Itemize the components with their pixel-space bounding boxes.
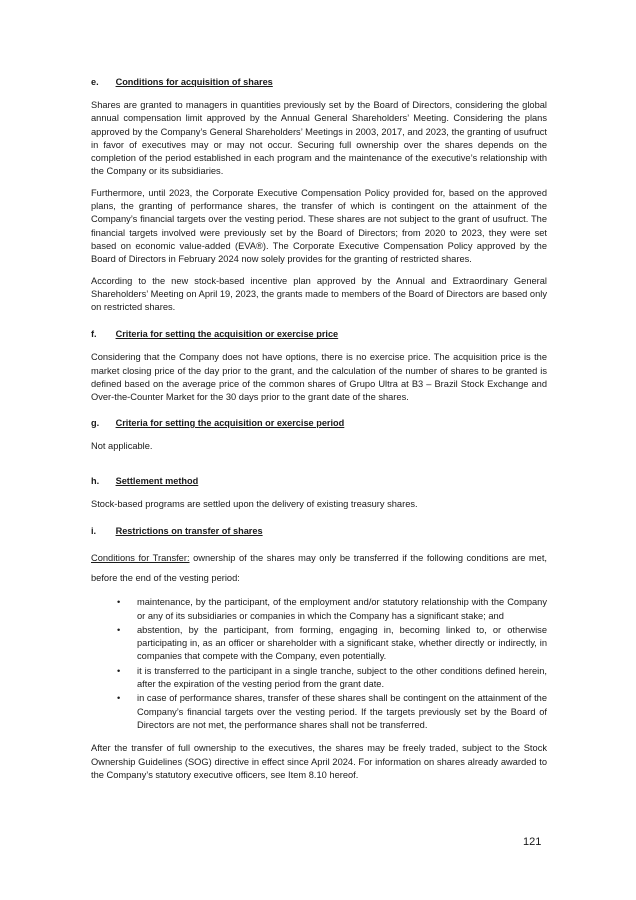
section-letter: g. bbox=[91, 417, 100, 428]
transfer-conditions-intro bbox=[91, 548, 547, 588]
section-title: Criteria for setting the acquisition or exercise price bbox=[115, 329, 339, 340]
bullet-glyph: • bbox=[117, 624, 121, 635]
section-g bbox=[91, 417, 547, 453]
transfer-conditions-text: ownership of the shares may only be transferred if the following conditions are met, before the end of the vesting period: bbox=[91, 553, 547, 584]
section-title: Conditions for acquisition of shares bbox=[115, 77, 273, 87]
paragraph: Not applicable. bbox=[91, 440, 153, 451]
section-heading bbox=[91, 525, 547, 538]
paragraph: After the transfer of full ownership to the executives, the shares may be freely traded, subject to the Stock Ownership Guidelines (SOG) directive in effect since April 2024. For information on shares already awarded to the Company’s statutory executive officers, see Item 8.10 hereof. bbox=[91, 743, 547, 780]
section-title: Restrictions on transfer of shares bbox=[115, 526, 263, 537]
section-f bbox=[91, 328, 547, 404]
conditions-list bbox=[91, 596, 547, 732]
page-content bbox=[91, 76, 547, 791]
list-item bbox=[117, 624, 547, 664]
list-item-text: maintenance, by the participant, of the employment and/or statutory relationship with the Company or any of its subsidiaries or companies in which the Company has a significant stake; and bbox=[137, 597, 547, 621]
paragraph: Stock-based programs are settled upon the delivery of existing treasury shares. bbox=[91, 498, 418, 509]
section-title: Criteria for setting the acquisition or exercise period bbox=[115, 417, 345, 428]
list-item bbox=[117, 596, 547, 623]
list-item-text: abstention, by the participant, from forming, engaging in, becoming linked to, or otherwise participating in, as an officer or shareholder with a significant stake, whether directly or indirectly, in companies that compete with the Company, even potentially. bbox=[137, 624, 547, 662]
transfer-conditions-label: Conditions for Transfer: bbox=[91, 553, 190, 564]
list-item-text: it is transferred to the participant in a single tranche, subject to the other conditions defined herein, after the expiration of the vesting period from the grant date. bbox=[137, 665, 547, 690]
section-letter: f. bbox=[91, 329, 97, 340]
section-heading bbox=[91, 76, 547, 89]
page-number: 121 bbox=[523, 836, 542, 848]
section-heading bbox=[91, 475, 547, 488]
paragraph: Furthermore, until 2023, the Corporate Executive Compensation Policy provided for, based on the approved plans, the granting of performance shares, the transfer of which is contingent on the attainment of the Company’s financial targets over the vesting period. These shares are not subject to the grant of usufruct. The financial targets involved were previously set by the Board of Directors; from 2020 to 2023, they were set based on economic value-added (EVA®). The Corporate Executive Compensation Policy approved by the Board of Directors in February 2024 now solely provides for the granting of restricted shares. bbox=[91, 187, 547, 265]
paragraph: Considering that the Company does not have options, there is no exercise price. The acquisition price is the market closing price of the day prior to the grant, and the calculation of the number of shares to be granted is defined based on the average price of the common shares of Grupo Ultra at B3 – Brazil Stock Exchange and Over-the-Counter Market for the 30 days prior to the grant date of the shares. bbox=[91, 352, 547, 403]
list-item-text: in case of performance shares, transfer of these shares shall be contingent on the attainment of the Company’s financial targets over the vesting period. If the targets previously set by the Board of Directors are not met, the performance shares shall not be transferred. bbox=[137, 693, 547, 730]
list-item bbox=[117, 692, 547, 732]
section-letter: i. bbox=[91, 526, 97, 537]
paragraph: According to the new stock-based incentive plan approved by the Annual and Extraordinary General Shareholders’ Meeting on April 19, 2023, the grants made to members of the Board of Directors are based only on restricted shares. bbox=[91, 275, 547, 313]
section-heading bbox=[91, 417, 547, 430]
paragraph: Shares are granted to managers in quantities previously set by the Board of Directors, considering the global annual compensation limit approved by the Annual General Shareholders’ Meeting. Considering the plans approved by the Company’s General Shareholders’ Meetings in 2003, 2017, and 2023, the granting of usufruct in favor of executives may or may not occur. Securing full ownership over the shares depends on the completion of the period established in each program and the maintenance of the executive’s relationship with the Company or its subsidiaries. bbox=[91, 100, 547, 177]
list-item bbox=[117, 665, 547, 692]
section-i bbox=[91, 525, 547, 782]
bullet-glyph: • bbox=[117, 693, 121, 704]
section-h bbox=[91, 475, 547, 511]
section-letter: e. bbox=[91, 77, 99, 87]
section-letter: h. bbox=[91, 475, 100, 486]
section-heading bbox=[91, 328, 547, 341]
bullet-glyph: • bbox=[117, 665, 121, 676]
section-title: Settlement method bbox=[115, 475, 199, 486]
section-e bbox=[91, 76, 547, 314]
bullet-glyph: • bbox=[117, 597, 121, 608]
